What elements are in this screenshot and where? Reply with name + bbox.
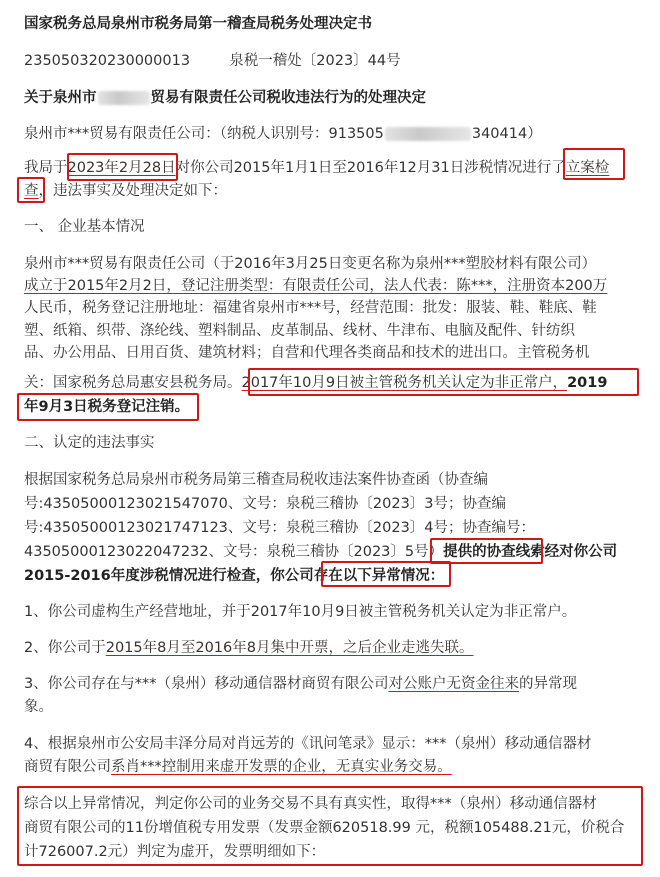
authority-text: 关：国家税务总局惠安县税务局。 (24, 375, 242, 391)
item3-highlight: 对公账户无资金往来 (388, 676, 519, 692)
section1-line-5: 品、办公用品、日用百货、建筑材料；自营和代理各类商品和技术的进出口。主管税务机 (24, 345, 590, 361)
recipient-line (24, 124, 542, 144)
finding-item-4: 4、根据泉州市公安局丰泽分局对肖远芳的《讯问笔录》显示：***（泉州）移动通信器材 (24, 736, 592, 752)
doc-number-text: 泉税一稽处〔2023〕44号 (229, 53, 401, 69)
finding-item-3 (24, 674, 577, 694)
coop-clues-text: 提供的协查线索 (443, 544, 545, 560)
item2-highlight: 2015年8月至2016年8月集中开票，之后企业走逃失联。 (105, 640, 474, 656)
deregistration-year: 2019 (567, 375, 608, 391)
section1-line-3: 人民币，税务登记注册地址：福建省泉州市***号，经营范围：批发：服装、鞋、鞋底、鞋 (24, 300, 597, 316)
inspection-text: 经对你公司 (544, 544, 618, 560)
finding-item-1: 1、你公司虚构生产经营地址，并于2017年10月9日被主管税务机关认定为非正常户。 (24, 604, 577, 620)
intro-post: ，违法事实及处理决定如下： (38, 183, 227, 199)
abnormal-status-text: 2017年10月9日被主管税务机关认定为非正常户， (241, 375, 568, 391)
reference-numbers: 43505000123022047232、文号：泉税三稽协〔2023〕5号） (24, 544, 444, 560)
section1-heading: 一、 企业基本情况 (24, 219, 145, 235)
document-title: 国家税务总局泉州市税务局第一稽查局税务处理决定书 (24, 16, 372, 32)
intro-mid: 对你公司2015年1月1日至2016年12月31日涉税情况进行了 (175, 160, 566, 176)
section2-heading: 二、认定的违法事实 (24, 435, 155, 451)
recipient-part-a: 泉州市***贸易有限责任公司：（纳税人识别号：913505 (24, 126, 384, 142)
section2-para-line-1: 根据国家税务总局泉州市税务局第三稽查局税收违法案件协查函（协查编 (24, 472, 488, 488)
anomalies-text: 存在以下异常情况 (313, 568, 430, 584)
section1-line-4: 塑、纸箱、织带、涤纶线、塑料制品、皮革制品、线材、牛津布、电脑及配件、针纺织 (24, 323, 575, 339)
subject-part-b: 贸易有限责任公司税收违法行为的处理决定 (150, 90, 426, 106)
doc-number-code: 235050320230000013 (24, 53, 191, 69)
section1-line-7: 年9月3日税务登记注销。 (24, 399, 190, 415)
item3-suffix: 的异常现 (518, 676, 577, 692)
subject-heading (24, 88, 426, 108)
case-date: 2023年2月28日 (67, 160, 176, 176)
redacted-id-blur (385, 127, 471, 141)
finding-item-4-cont (24, 757, 452, 777)
section2-para-line-2: 号:43505000123021547070、文号：泉税三稽协〔2023〕3号；协查编 (24, 496, 507, 512)
case-filed-part2: 查 (24, 183, 39, 199)
recipient-part-b: 340414） (471, 126, 542, 142)
case-filed-part1: 立案检 (565, 160, 610, 176)
summary-line-3: 计726007.2元）判定为虚开，发票明细如下： (24, 844, 326, 860)
redacted-name-blur (98, 91, 150, 105)
summary-line-2: 商贸有限公司的11份增值税专用发票（发票金额620518.99 元，税额105488.21元，价税合 (24, 820, 625, 836)
item2-prefix: 2、你公司于 (24, 640, 106, 656)
intro-line-2 (24, 181, 227, 201)
inspection-period: 2015-2016年度涉税情况进行检查，你公司 (24, 568, 314, 584)
section2-para-line-3: 号:43505000123021747123、文号：泉税三稽协〔2023〕4号；协查编号： (24, 520, 536, 536)
finding-item-2 (24, 638, 474, 658)
section2-para-line-5 (24, 566, 444, 586)
item4-highlight: 系肖***控制用来虚开发票的企业，无真实业务交易。 (111, 759, 452, 775)
document-number (24, 51, 401, 71)
item3-prefix: 3、你公司存在与***（泉州）移动通信器材商贸有限公司 (24, 676, 389, 692)
section1-line-1: 泉州市***贸易有限责任公司（于2016年3月25日变更名称为泉州***塑胶材料有限公司） (24, 256, 597, 272)
section1-line-6 (24, 373, 607, 393)
intro-pre: 我局于 (24, 160, 68, 176)
intro-line-1 (24, 158, 609, 178)
finding-item-3-cont: 象。 (24, 699, 53, 715)
summary-line-1: 综合以上异常情况，判定你公司的业务交易不具有真实性，取得***（泉州）移动通信器材 (24, 796, 597, 812)
section2-para-line-4 (24, 542, 617, 562)
subject-part-a: 关于泉州市 (24, 90, 97, 106)
colon: ： (429, 568, 445, 584)
item4-prefix: 商贸有限公司 (24, 759, 111, 775)
section1-line-2: 成立于2015年2月2日，登记注册类型：有限责任公司，法人代表：陈***，注册资本200万 (24, 278, 608, 294)
